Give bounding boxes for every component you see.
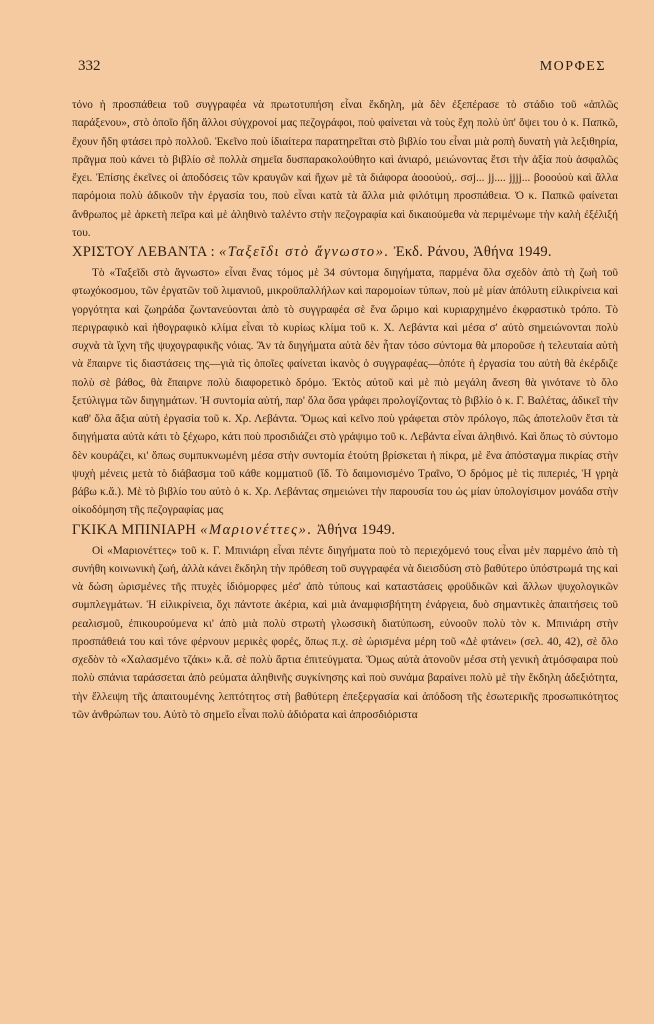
review-paragraph-levanta: Τὸ «Ταξεῖδι στὸ ἄγνωστο» εἶναι ἕνας τόμος μὲ 34 σύντομα διηγήματα, παρμένα ὅλα σχεδὸν ἀπὸ τὴ ζωὴ τοῦ φτωχόκοσμου, τῶν ἐργατῶν τοῦ λιμανιοῦ, μικροϋπαλλήλων καὶ παρομοίων τύπων, ποὺ μὲ μίαν ἀπόλυτη εἰλικρίνεια καὶ γοργότητα καὶ ζωηράδα ζωντανεύονται ἀπὸ τὸ συγγραφέα σὲ ἕνα ὥριμο καὶ κυριαρχημένο ἐκφραστικὸ τρόπο. Τὸ περιγραφικὸ καὶ ἠθογραφικὸ κλίμα εἶναι τὸ κυρίως κλίμα τοῦ κ. Χ. Λεβάντα καὶ μέσα σ' αὐτὸ σημειώνονται πολὺ συχνὰ τὰ ἴχνη τῆς ψυχογραφικῆς νόιας. Ἂν τὰ διηγήματα αὐτὰ δὲν ἦταν τόσο σύντομα θὰ μποροῦσε ἡ τελευταία αὐτὴ νὰ ἔπαιρνε τὶς διαστάσεις της—γιὰ τὶς ὁποῖες φαίνεται ἱκανὸς ὁ συγγραφέας—ὁπότε ἡ ἐργασία του αὐτὴ θὰ ἐκέρδιζε πολὺ σὲ βάθος, θὰ ἔπαιρνε πολὺ διαφορετικὸ δρόμο. Ἐκτὸς αὐτοῦ καὶ μὲ πιὸ μεγάλη ἄνεση θὰ γινότανε τὸ ὅλο ξετύλιγμα τῶν διηγημάτων. Ἡ συντομία αὐτή, παρ' ὅλα ὅσα γράφει προλογίζοντας τὸ βιβλίο ὁ κ. Γ. Βαλέτας, ἀδικεῖ τὴν καθ' ὅλα ἄξια αὐτὴ ἐργασία τοῦ κ. Χρ. Λεβάντα. Ὅμως καὶ κεῖνο ποὺ γράφεται στὸν πρόλογο, πῶς ἀποτελοῦν ἔτσι τὰ διηγήματα αὐτὰ κάτι τὸ ξέχωρο, κάτι ποὺ προσιδιάζει στὸ γράψιμο τοῦ κ. Λεβάντα εἶναι ἀληθινό. Καὶ ὅπως τὸ σύντομο δὲν κουράζει, κι' ὅπως συμπυκνωμένη μέσα στὴν συντομία ἐτούτη βρίσκεται ἡ πίκρα, μὲ ἕνα ἀπόσταγμα πικρίας στὴν ψυχὴ μένεις μετὰ τὸ διάβασμα τοῦ κάθε κομματιοῦ (ἴδ. Τὸ δαιμονισμένο Τραῖνο, Ὁ δρόμος μὲ τὶς πιπεριές, Ἡ γρηὰ βάβω κ.ἄ.). Μὲ τὸ βιβλίο του αὐτὸ ὁ κ. Χρ. Λεβάντας σημειώνει τὴν παρουσία του ὡς μίαν ὑπολογίσιμον μονάδα στὴν οἰκοδόμηση τῆς πεζογραφίας μας: [72, 267, 618, 517]
review-publisher: Ἐκδ. Ράνου, Ἀθήνα 1949.: [393, 244, 552, 260]
review-heading-bmpiniari: [72, 521, 618, 540]
page-header: [78, 58, 606, 75]
review-book-title: «Ταξεῖδι στὸ ἄγνωστο».: [218, 244, 390, 260]
review-publisher: Ἀθήνα 1949.: [316, 521, 396, 538]
review-author: ΧΡΙΣΤΟΥ ΛΕΒΑΝΤΑ :: [72, 244, 216, 260]
review-paragraph-continued: τόνο ἡ προσπάθεια τοῦ συγγραφέα νὰ πρωτοτυπήση εἶναι ἔκδηλη, μὰ δὲν ἐξεπέρασε τὸ στάδιο τοῦ «ἁπλῶς παράξενου», στὸ ὁποῖο ἤδη ἄλλοι σύγχρονοί μας πεζογράφοι, ποὺ φαίνεται νὰ τοὺς ἔχη πολὺ ὑπ' ὄψει του ὁ κ. Παπκῶ, ἔχουν ἤδη φτάσει πρὸ πολλοῦ. Ἐκεῖνο ποὺ ἰδιαίτερα παρατηρεῖται στὸ βιβλίο του εἶναι μιὰ ροπὴ δυνατὴ γιὰ λεξιθηρία, πρᾶγμα ποὺ κάνει τὸ βιβλίο σὲ πολλὰ σημεῖα δυσπαρακολούθητο καὶ ἀνιαρό, μειώνοντας ἔτσι τὴν ἀξία ποὺ ἀσφαλῶς ἔχει. Ἐπίσης ἐκεῖνες οἱ ἀποδόσεις τῶν κραυγῶν καὶ ἤχων μὲ τὰ διάφορα ἀοοούού,. σσj... jj.... jjjj... βοοούοὺ καὶ ἄλλα παρόμοια πολὺ ἀδικοῦν τὴν ἐργασία του, ποὺ εἶναι κατὰ τὰ ἄλλα μιὰ φιλότιμη προσπάθεια. Ὁ κ. Παπκῶ φαίνεται ἄνθρωπος μὲ ἀρκετὴ πεῖρα καὶ μὲ ἀληθινὸ ταλέντο στὴν πεζογραφία καὶ δικαιούμεθα νὰ περιμένωμε τὴν καλὴ ἐξέλιξή του.: [72, 99, 618, 239]
review-book-title: «Μαριονέττες».: [200, 521, 313, 538]
page-number: 332: [78, 58, 101, 74]
review-paragraph-bmpiniari: Οἱ «Μαριονέττες» τοῦ κ. Γ. Μπινιάρη εἶναι πέντε διηγήματα ποὺ τὸ περιεχόμενό τους εἶναι μὲν παρμένο ἀπὸ τὴ συνήθη κοινωνικὴ ζωή, ἀλλὰ κάνει ἔκδηλη τὴν πρόθεση τοῦ συγγραφέα νὰ διεισδύση στὸ βαθύτερο ὑπόστρωμά της καὶ νὰ δώση ὡρισμένες τῆς πτυχὲς ἰδιόμορφες μέσ' ἀπὸ τύπους καὶ καταστάσεις φροϋδικῶν καὶ ἄλλων ψυχολογικῶν συμπλεγμάτων. Ἡ εἰλικρίνεια, ὄχι πάντοτε ἀκέρια, καὶ μιὰ ἀναμφισβήτητη ἐνάργεια, δυὸ σημαντικὲς ἀπαιτήσεις τοῦ ρεαλισμοῦ, ἐπικουρούμενα κι' ἀπὸ μιὰ πολὺ στρωτὴ γλωσσικὴ διατύπωση, εὐνοοῦν πολὺ τὸν κ. Μπινιάρη στὴν προσπάθειά του καὶ τόνε φέρνουν μερικὲς φορές, ὅπως π.χ. σὲ ὡρισμένα μέρη τοῦ «Δὲ φτάνει» (σελ. 40, 42), σὲ ὅλο σχεδὸν τὸ «Χαλασμένο τζάκι» κ.ἄ. σὲ πολὺ ἄρτια ἐπιτεύγματα. Ὅμως αὐτὰ ἀτονοῦν μέσα στὴ γενικὴ ἀτμόσφαιρα ποὺ πολὺ σπάνια ταράσσεται ἀπὸ ρεύματα ἀληθινῆς συγκίνησης καὶ ποὺ συνάμα βαραίνει πολὺ μὲ τὴν ἔκδηλη ἀδεξιότητα, τὴν ἔλλειψη τῆς ἀπαιτουμένης λεπτότητος στὴ βαθύτερη ἐπεξεργασία καὶ ἀπόδοση τῆς ἐσωτερικῆς προσωπικότητος τῶν ἀνθρώπων του. Αὐτὸ τὸ σημεῖο εἶναι πολὺ ἀδιόρατα καὶ ἀπροσδιόριστα: [72, 544, 618, 721]
review-author: ΓΚΙΚΑ ΜΠΙΝΙΑΡΗ: [72, 521, 197, 538]
review-heading-levanta: [72, 243, 618, 262]
article-body: [72, 96, 618, 724]
running-title: ΜΟΡΦΕΣ: [539, 59, 606, 74]
